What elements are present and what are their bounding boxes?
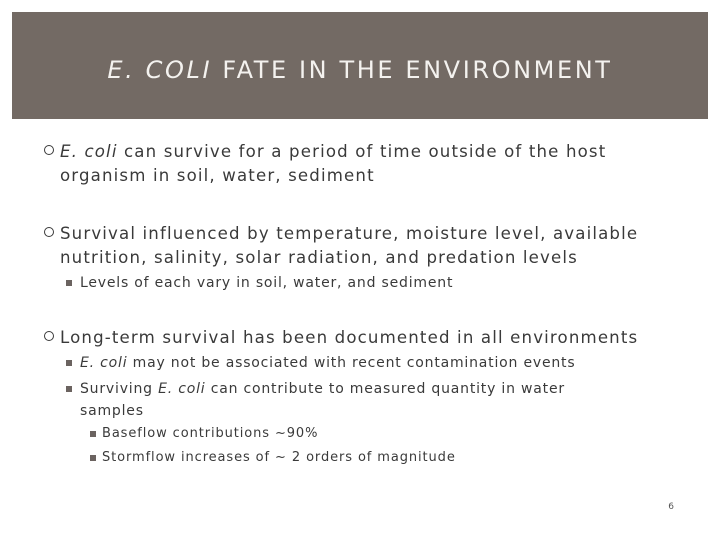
bullet-1-text: can survive for a period of time outside of the host organism in soil, water, sediment xyxy=(60,142,607,185)
bullet-2-sub-1 xyxy=(44,272,694,294)
bullet-3-subsub-1-text: Baseflow contributions ~90% xyxy=(102,426,319,441)
bullet-3-text: Long-term survival has been documented in all environments xyxy=(60,328,639,347)
title-band xyxy=(12,12,708,119)
bullet-3-subsub-1 xyxy=(44,422,694,446)
slide-title xyxy=(12,55,708,85)
circle-bullet-icon xyxy=(44,145,54,155)
square-bullet-icon xyxy=(90,455,96,461)
bullet-3-sub-1-italic: E. coli xyxy=(80,355,128,371)
bullet-2 xyxy=(44,222,694,270)
title-rest: FATE IN THE ENVIRONMENT xyxy=(212,56,613,84)
bullet-3-subsub-2 xyxy=(44,446,694,470)
page-number: 6 xyxy=(668,502,674,512)
bullet-3-sub-2-italic: E. coli xyxy=(158,381,206,397)
bullet-1 xyxy=(44,140,694,188)
bullet-3-sub-2-text: can contribute to measured quantity in water samples xyxy=(80,381,565,419)
slide-content xyxy=(44,140,694,470)
square-bullet-icon xyxy=(66,280,72,286)
title-italic: E. COLI xyxy=(107,56,213,84)
square-bullet-icon xyxy=(66,360,72,366)
circle-bullet-icon xyxy=(44,331,54,341)
bullet-2-sub-1-text: Levels of each vary in soil, water, and sediment xyxy=(80,275,454,291)
bullet-3-sub-1 xyxy=(44,352,694,374)
square-bullet-icon xyxy=(90,431,96,437)
bullet-3 xyxy=(44,326,694,350)
bullet-3-sub-2 xyxy=(44,378,694,422)
bullet-3-sub-1-text: may not be associated with recent contamination events xyxy=(127,355,576,371)
bullet-1-italic: E. coli xyxy=(60,142,118,161)
bullet-3-subsub-2-text: Stormflow increases of ~ 2 orders of magnitude xyxy=(102,450,456,465)
bullet-2-text: Survival influenced by temperature, moisture level, available nutrition, salinity, solar radiation, and predation levels xyxy=(60,224,639,267)
bullet-3-sub-2-prefix: Surviving xyxy=(80,381,159,397)
square-bullet-icon xyxy=(66,386,72,392)
circle-bullet-icon xyxy=(44,227,54,237)
